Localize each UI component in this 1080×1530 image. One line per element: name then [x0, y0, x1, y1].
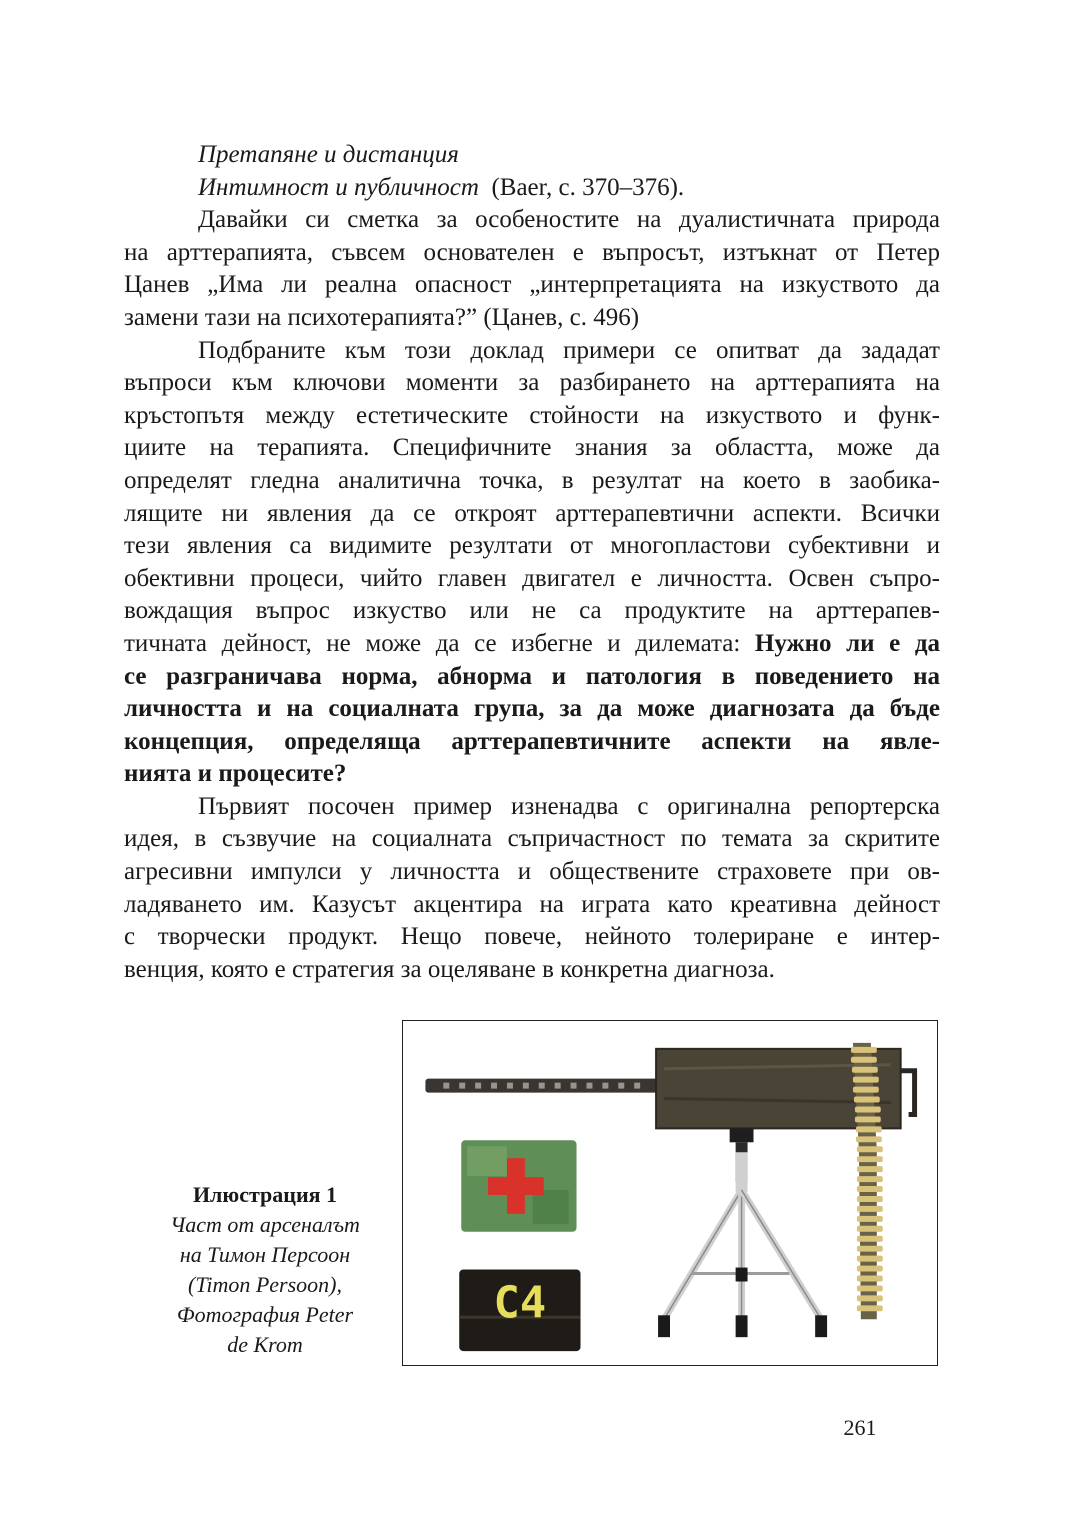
caption-line: (Timon Persoon),: [188, 1272, 342, 1297]
c4-block: [459, 1270, 580, 1352]
page-number: 261: [843, 1415, 877, 1440]
caption-line: de Krom: [227, 1332, 303, 1357]
tripod: [658, 1128, 827, 1337]
c4-label: C4: [493, 1277, 547, 1329]
heading-line-2: Интимност и публичност (Baer, с. 370–376).: [198, 173, 685, 201]
paragraph-2-line: въпроси към ключови моменти за разбирането на арттерапията на: [124, 369, 940, 397]
caption-line: Фотография Peter: [176, 1302, 354, 1327]
paragraph-3-line: венция, която е стратегия за оцеляване в конкретна диагноза.: [124, 955, 775, 983]
paragraph-3-line: агресивни импулси у личността и обществените страховете при ов-: [124, 858, 940, 886]
caption-line: Част от арсеналът: [170, 1212, 360, 1237]
paragraph-2-line: определят гледна аналитична точка, в резултат на което в заобика-: [124, 466, 940, 494]
heading-line-1: Претапяне и дистанция: [198, 141, 459, 168]
paragraph-1-line: Давайки си сметка за особеностите на дуалистичната природа: [198, 206, 940, 234]
paragraph-1-line: замени тази на психотерапията?” (Цанев, с. 496): [124, 303, 640, 331]
paragraph-3-line: ладяването им. Казусът акцентира на играта като креативна дейност: [124, 890, 940, 918]
paragraph-2-line: обективни процеси, чийто главен двигател е личността. Освен съпро-: [124, 564, 940, 592]
paragraph-2-line: циите на терапията. Специфичните знания за областта, може да: [124, 434, 940, 462]
caption-line: на Тимон Персоон: [179, 1242, 351, 1267]
figure-caption: [140, 1180, 390, 1360]
paragraph-2-mixed-line: тичната дейност, не може да се избегне и дилемата: Нужно ли е да: [124, 629, 940, 657]
medic-patch: [461, 1140, 576, 1231]
illustration-photo: [402, 1020, 938, 1366]
paragraph-2-line: лящите ни явления да се откроят арттерапевтични аспекти. Всички: [124, 499, 940, 527]
paragraph-1-line: на арттерапията, съвсем основателен е въпросът, изтъкнат от Петер: [124, 238, 940, 266]
paragraph-2-line: Подбраните към този доклад примери се опитват да зададат: [198, 336, 940, 364]
paragraph-2-bold-line: концепция, определяща арттерапевтичните аспекти на явле-: [124, 727, 940, 755]
body-text: [124, 139, 940, 986]
paragraph-3-line: идея, в съзвучие на социалната съпричастност по темата за скритите: [124, 825, 940, 853]
paragraph-2-line: кръстопътя между естетическите стойности на изкуството и функ-: [124, 401, 940, 429]
paragraph-2-line: тези явления са видимите резултати от многопластови субективни и: [124, 532, 940, 560]
arsenal-illustration: [403, 1021, 937, 1365]
caption-title: Илюстрация 1: [192, 1182, 338, 1207]
paragraph-1-line: Цанев „Има ли реална опасност „интерпретацията на изкуството да: [124, 271, 940, 299]
paragraph-2-bold-line: личността и на социалната група, за да може диагнозата да бъде: [124, 695, 940, 723]
paragraph-2-line: вождащия въпрос изкуство или не са продуктите на арттерапев-: [124, 597, 940, 625]
paragraph-3-line: с творчески продукт. Нещо повече, нейното толериране е интер-: [124, 923, 940, 951]
paragraph-2-bold-line: нията и процесите?: [124, 760, 347, 788]
paragraph-3-line: Първият посочен пример изненадва с оригинална репортерска: [198, 792, 940, 820]
paragraph-2-bold-line: се разграничава норма, абнорма и патология в поведението на: [124, 662, 940, 690]
